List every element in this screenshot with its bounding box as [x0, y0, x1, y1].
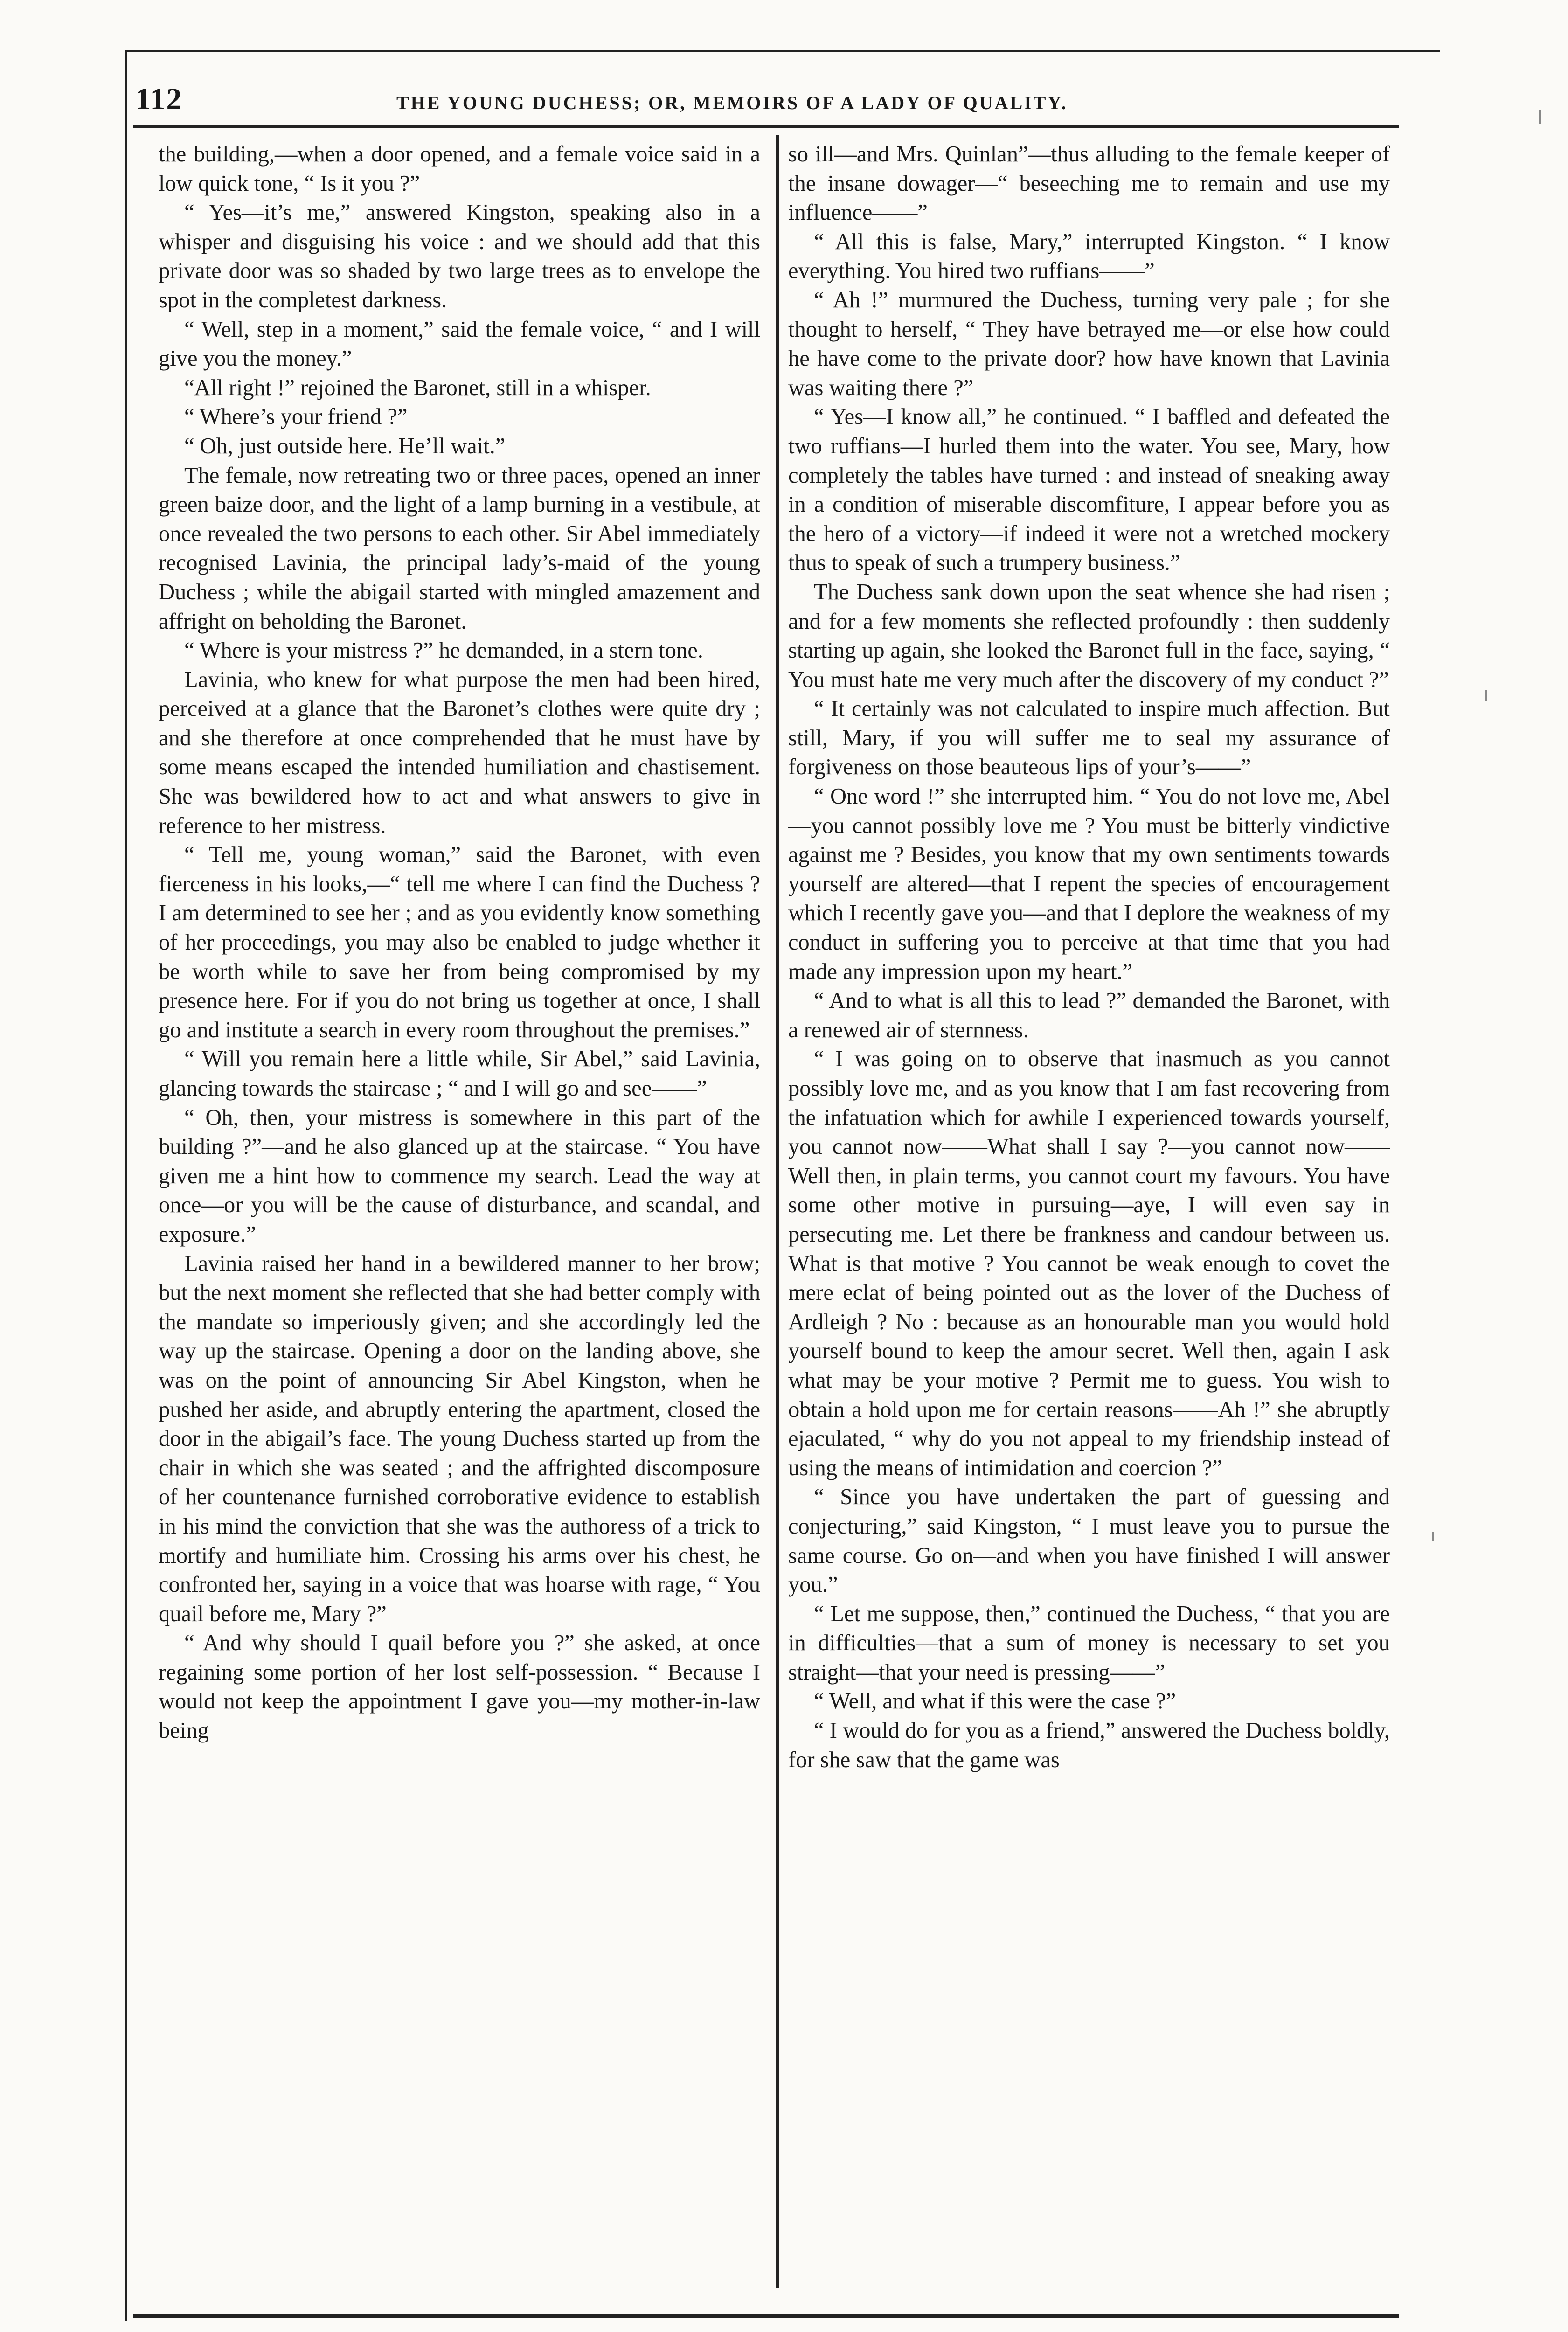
paragraph: “ Ah !” murmured the Duchess, turning very pale ; for she thought to herself, “ They have betrayed me—or else how could he have come to the private door? how have known that Lavinia was waiting there ?”	[788, 287, 1390, 400]
paragraph: “ Yes—I know all,” he continued. “ I baffled and defeated the two ruffians—I hurled them into the water. You see, Mary, how completely the tables have turned : and instead of sneaking away in a condition of miserable discomfiture, I appear before you as the hero of a victory—if indeed it were not a wretched mockery thus to speak of such a trumpery business.”	[788, 404, 1390, 576]
paragraph: “All right !” rejoined the Baronet, still in a whisper.	[184, 375, 651, 400]
frame-top-edge	[125, 50, 1440, 52]
frame-left-edge	[125, 50, 127, 2321]
paragraph: “ Oh, just outside here. He’ll wait.”	[184, 433, 506, 458]
paragraph: the building,—when a door opened, and a female voice said in a low quick tone, “ Is it you ?”	[159, 142, 760, 196]
paragraph: “ One word !” she interrupted him. “ You do not love me, Abel—you cannot possibly love me ? You must be bitterly vindictive against me ? Besides, you know that my own sentiments towards yourself are altered—that I repent the species of encouragement which I recently gave you—and that I deplore the weakness of my conduct in suffering you to perceive at that time that you had made any impression upon my heart.”	[788, 784, 1390, 984]
paragraph: “ Tell me, young woman,” said the Baronet, with even fierceness in his looks,—“ tell me where I can find the Duchess ? I am determined to see her ; and as you evidently know something of her proceedings, you may also be enabled to judge whether it be worth while to save her from being compromised by my presence here. For if you do not bring us together at once, I shall go and institute a search in every room throughout the premises.”	[159, 842, 760, 1042]
right-column	[788, 140, 1390, 2276]
paragraph: “ Well, and what if this were the case ?”	[814, 1689, 1176, 1714]
paragraph: “ All this is false, Mary,” interrupted Kingston. “ I know everything. You hired two ruffians——”	[788, 229, 1390, 284]
paragraph: The female, now retreating two or three paces, opened an inner green baize door, and the light of a lamp burning in a vestibule, at once revealed the two persons to each other. Sir Abel immediately recognised Lavinia, the principal lady’s-maid of the young Duchess ; while the abigail started with mingled amazement and affright on beholding the Baronet.	[159, 463, 760, 634]
paragraph: “ I would do for you as a friend,” answered the Duchess boldly, for she saw that the game was	[788, 1718, 1390, 1772]
paragraph: “ Where’s your friend ?”	[184, 404, 408, 430]
page-number: 112	[135, 82, 183, 116]
paragraph: so ill—and Mrs. Quinlan”—thus alluding to the female keeper of the insane dowager—“ beseeching me to remain and use my influence——”	[788, 142, 1390, 225]
left-column	[159, 140, 760, 2276]
footer-rule	[133, 2314, 1399, 2318]
paragraph: Lavinia raised her hand in a bewildered manner to her brow; but the next moment she reflected that she had better comply with the mandate so imperiously given; and she accordingly led the way up the staircase. Opening a door on the landing above, she was on the point of announcing Sir Abel Kingston, when he pushed her aside, and abruptly entering the apartment, closed the door in the abigail’s face. The young Duchess started up from the chair in which she was seated ; and the affrighted discomposure of her countenance furnished corroborative evidence to establish in his mind the conviction that she was the authoress of a trick to mortify and humiliate him. Crossing his arms over his chest, he confronted her, saying in a voice that was hoarse with rage, “ You quail before me, Mary ?”	[159, 1251, 760, 1626]
paragraph: “ Since you have undertaken the part of guessing and conjecturing,” said Kingston, “ I must leave you to pursue the same course. Go on—and when you have finished I will answer you.”	[788, 1485, 1390, 1597]
paragraph: “ Where is your mistress ?” he demanded, in a stern tone.	[184, 638, 703, 663]
paragraph: “ It certainly was not calculated to inspire much affection. But still, Mary, if you will suffer me to seal my assurance of forgiveness on those beauteous lips of your’s——”	[788, 696, 1390, 780]
page-header	[135, 82, 1404, 124]
paragraph: “ Oh, then, your mistress is somewhere in this part of the building ?”—and he also glanced up at the staircase. “ You have given me a hint how to commence my search. Lead the way at once—or you will be the cause of disturbance, and scandal, and exposure.”	[159, 1105, 760, 1247]
paragraph: “ Let me suppose, then,” continued the Duchess, “ that you are in difficulties—that a sum of money is necessary to set you straight—that your need is pressing——”	[788, 1601, 1390, 1685]
paragraph: “ And to what is all this to lead ?” demanded the Baronet, with a renewed air of sternness.	[788, 988, 1390, 1042]
paragraph: Lavinia, who knew for what purpose the men had been hired, perceived at a glance that the Baronet’s clothes were quite dry ; and she therefore at once comprehended that he must have by some means escaped the intended humiliation and chastisement. She was bewildered how to act and what answers to give in reference to her mistress.	[159, 667, 760, 838]
column-divider	[776, 135, 779, 2288]
paragraph: “ I was going on to observe that inasmuch as you cannot possibly love me, and as you know that I am fast recovering from the infatuation which for awhile I experienced towards yourself, you cannot now——What shall I say ?—you cannot now——Well then, in plain terms, you cannot court my favours. You have some other motive in pursuing—aye, I will even say in persecuting me. Let there be frankness and candour between us. What is that motive ? You cannot be weak enough to covet the mere eclat of being pointed out as the lover of the Duchess of Ardleigh ? No : because as an honourable man you would hold yourself bound to keep the amour secret. Well then, again I ask what may be your motive ? Permit me to guess. You wish to obtain a hold upon me for certain reasons——Ah !” she abruptly ejaculated, “ why do you not appeal to my friendship instead of using the means of intimidation and coercion ?”	[788, 1047, 1390, 1480]
paragraph: “ Yes—it’s me,” answered Kingston, speaking also in a whisper and disguising his voice : and we should add that this private door was so shaded by two large trees as to envelope the spot in the completest darkness.	[159, 200, 760, 312]
margin-mark	[1539, 110, 1541, 124]
margin-mark	[1432, 1532, 1434, 1541]
paragraph: “ Well, step in a moment,” said the female voice, “ and I will give you the money.”	[159, 317, 760, 371]
margin-mark	[1485, 690, 1487, 701]
header-rule	[133, 125, 1399, 128]
running-title: THE YOUNG DUCHESS; OR, MEMOIRS OF A LADY OF QUALITY.	[396, 92, 1068, 113]
paragraph: The Duchess sank down upon the seat whence she had risen ; and for a few moments she reflected profoundly : then suddenly starting up again, she looked the Baronet full in the face, saying, “ You must hate me very much after the discovery of my conduct ?”	[788, 579, 1390, 692]
paragraph: “ And why should I quail before you ?” she asked, at once regaining some portion of her lost self-possession. “ Because I would not keep the appointment I gave you—my mother-in-law being	[159, 1631, 760, 1743]
paragraph: “ Will you remain here a little while, Sir Abel,” said Lavinia, glancing towards the staircase ; “ and I will go and see——”	[159, 1047, 760, 1101]
